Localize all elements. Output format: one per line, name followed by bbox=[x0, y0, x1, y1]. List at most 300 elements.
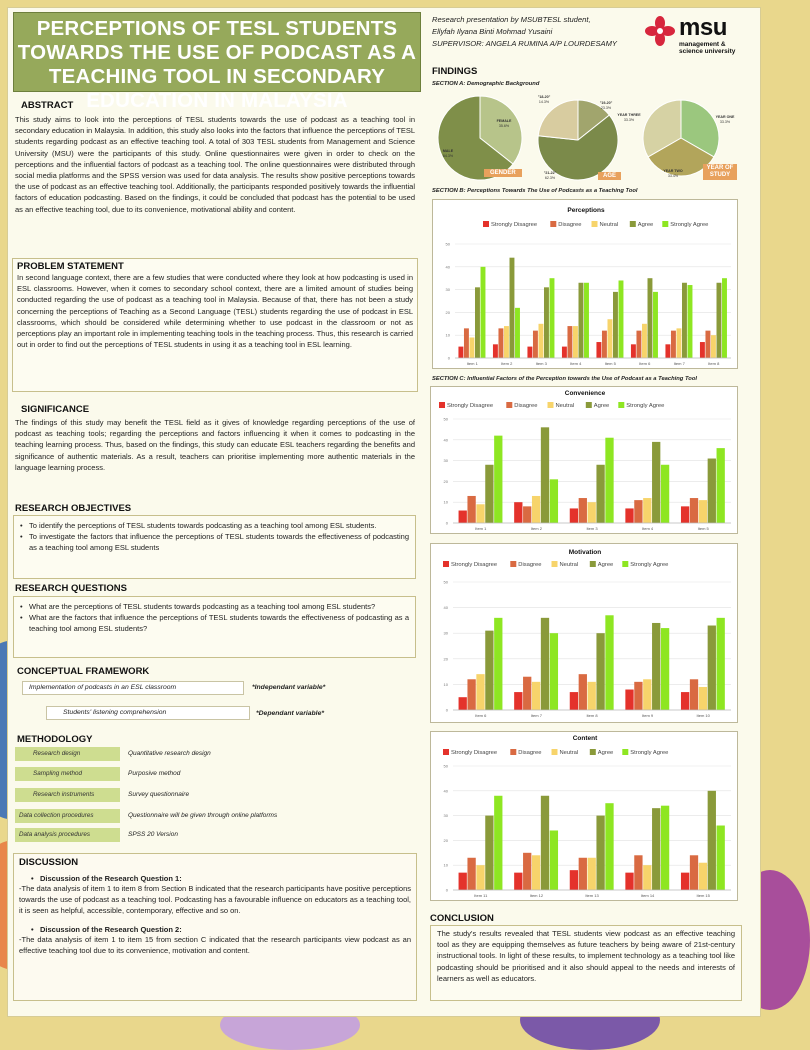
pie-slice bbox=[538, 100, 578, 140]
findings-heading: FINDINGS bbox=[432, 66, 478, 77]
legend-swatch bbox=[439, 402, 445, 408]
bar bbox=[459, 511, 467, 523]
y-tick-label: 30 bbox=[443, 458, 448, 464]
framework-independent-box: Implementation of podcasts in an ESL classroom bbox=[22, 681, 244, 695]
y-tick-label: 10 bbox=[443, 862, 448, 868]
framework-heading: CONCEPTUAL FRAMEWORK bbox=[17, 666, 150, 677]
bar bbox=[643, 865, 651, 890]
section-b-label: SECTION B: Perceptions Towards The Use of Podcasts as a Teaching Tool bbox=[432, 188, 638, 194]
legend-label: Strongly Disagree bbox=[491, 222, 538, 228]
bar bbox=[661, 628, 669, 710]
methodology-row bbox=[15, 828, 425, 842]
convenience-bar-chart bbox=[431, 387, 739, 535]
hibiscus-icon bbox=[645, 16, 675, 46]
objectives-list bbox=[20, 520, 409, 554]
y-tick-label: 50 bbox=[445, 241, 450, 247]
methodology-value: Questionnaire will be given through online platforms bbox=[128, 812, 278, 819]
bar bbox=[625, 508, 633, 523]
question-item: • What are the perceptions of TESL students towards podcasting as a teaching tool among ESL students? bbox=[20, 601, 409, 612]
legend-label: Disagree bbox=[558, 222, 582, 228]
bar bbox=[514, 873, 522, 890]
bar bbox=[567, 326, 572, 358]
x-tick-label: Item 11 bbox=[474, 893, 488, 898]
significance-heading: SIGNIFICANCE bbox=[21, 404, 90, 415]
problem-heading: PROBLEM STATEMENT bbox=[17, 261, 124, 272]
legend-swatch bbox=[586, 402, 592, 408]
bar bbox=[643, 498, 651, 523]
legend-label: Strongly Agree bbox=[630, 562, 669, 568]
bar bbox=[708, 626, 716, 710]
legend-swatch bbox=[483, 221, 489, 227]
methodology-row bbox=[15, 809, 425, 823]
logo-subtitle: management & science university bbox=[679, 41, 736, 55]
bar bbox=[481, 267, 486, 358]
content-bar-chart bbox=[431, 732, 739, 902]
bar bbox=[596, 633, 604, 710]
legend-label: Neutral bbox=[559, 750, 579, 756]
y-tick-label: 40 bbox=[443, 788, 448, 794]
legend-swatch bbox=[510, 561, 516, 567]
bar bbox=[717, 283, 722, 358]
y-tick-label: 0 bbox=[445, 707, 448, 713]
y-tick-label: 20 bbox=[443, 478, 448, 484]
methodology-value: Survey questionnaire bbox=[128, 791, 190, 798]
bar bbox=[699, 863, 707, 890]
legend-label: Strongly Agree bbox=[626, 403, 665, 409]
bar bbox=[705, 331, 710, 358]
x-tick-label: Item 5 bbox=[604, 361, 616, 366]
motivation-bar-chart bbox=[431, 544, 739, 724]
legend-swatch bbox=[590, 749, 596, 755]
legend-swatch bbox=[443, 749, 449, 755]
pie-label: "21-22" bbox=[543, 171, 557, 175]
bar bbox=[661, 465, 669, 523]
bar bbox=[605, 615, 613, 710]
bar bbox=[514, 502, 522, 523]
problem-text: In second language context, there are a few studies that were conducted where they look at how podcasting is used in ESL classrooms. However, when it comes to secondary school context, there are a limited amount of studies being conducted regarding the use of podcast as a teaching tool in Malaysia. Because of that, there has not been a study concerning the perceptions of Teaching as a Second Language (TESL) students regarding the use of podcast in ESL classrooms, which should be considered while determining whether to use podcast in the classroom or not as perceptions play an important role in implementing teaching tools in the teaching process. Thus, this research is carried out in order to find out the perceptions of TESL students in using it as a teaching tool in ESL learning. bbox=[17, 273, 413, 350]
bar bbox=[625, 690, 633, 710]
bar bbox=[514, 692, 522, 710]
legend-swatch bbox=[552, 561, 558, 567]
bar bbox=[579, 498, 587, 523]
bar bbox=[631, 344, 636, 358]
framework-independent-label: *Independant variable* bbox=[252, 684, 326, 691]
bar bbox=[523, 853, 531, 890]
methodology-tag: Data analysis procedures bbox=[15, 828, 120, 842]
pie-value-label: 33.3% bbox=[719, 120, 731, 124]
x-tick-label: Item 12 bbox=[529, 893, 544, 898]
bar bbox=[485, 465, 493, 523]
bar bbox=[607, 319, 612, 358]
pie-value-label: 23.3% bbox=[600, 106, 612, 110]
bar bbox=[717, 826, 725, 890]
bar bbox=[550, 278, 555, 358]
bar bbox=[676, 328, 681, 358]
methodology-tag: Sampling method bbox=[15, 767, 120, 781]
bar bbox=[550, 633, 558, 710]
legend-swatch bbox=[443, 561, 449, 567]
pie-label: "19-20" bbox=[599, 101, 613, 105]
legend-label: Agree bbox=[637, 222, 654, 228]
bar bbox=[464, 328, 469, 358]
bar bbox=[467, 679, 475, 710]
x-tick-label: Item 8 bbox=[708, 361, 720, 366]
legend-label: Agree bbox=[597, 562, 614, 568]
methodology-value: Purposive method bbox=[128, 770, 181, 777]
legend-label: Strongly Disagree bbox=[447, 403, 494, 409]
x-tick-label: Item 2 bbox=[501, 361, 513, 366]
legend-label: Strongly Disagree bbox=[451, 750, 498, 756]
bar bbox=[682, 283, 687, 358]
bar bbox=[467, 858, 475, 890]
questions-list bbox=[20, 601, 409, 635]
x-tick-label: Item 15 bbox=[696, 893, 710, 898]
bar bbox=[573, 326, 578, 358]
pie-value-label: 35.6% bbox=[498, 124, 510, 128]
y-tick-label: 50 bbox=[443, 416, 448, 422]
bar bbox=[493, 344, 498, 358]
bar bbox=[596, 465, 604, 523]
methodology-tag: Research design bbox=[15, 747, 120, 761]
bar bbox=[504, 326, 509, 358]
x-tick-label: Item 13 bbox=[585, 893, 599, 898]
objective-item: • To identify the perceptions of TESL students towards podcasting as a teaching tool among ESL students. bbox=[20, 520, 409, 531]
bar bbox=[588, 502, 596, 523]
bar bbox=[562, 347, 567, 358]
msu-logo bbox=[645, 14, 757, 58]
supervisor-line: SUPERVISOR: ANGELA RUMINA A/P LOURDESAMY bbox=[432, 39, 617, 48]
x-tick-label: Item 10 bbox=[696, 713, 710, 718]
legend-swatch bbox=[592, 221, 598, 227]
legend-swatch bbox=[622, 749, 628, 755]
y-tick-label: 30 bbox=[445, 287, 450, 293]
content-chart bbox=[430, 731, 738, 901]
chart-title: Perceptions bbox=[567, 207, 605, 214]
x-tick-label: Item 7 bbox=[673, 361, 685, 366]
x-tick-label: Item 8 bbox=[586, 713, 598, 718]
bar bbox=[717, 448, 725, 523]
y-tick-label: 10 bbox=[443, 499, 448, 505]
bar bbox=[544, 287, 549, 358]
legend-swatch bbox=[506, 402, 512, 408]
bar bbox=[550, 479, 558, 523]
bar bbox=[570, 692, 578, 710]
question-item: • What are the factors that influence the perceptions of TESL students towards the effectiveness of podcasting as a teaching tool among ESL students? bbox=[20, 612, 409, 634]
bar bbox=[550, 830, 558, 890]
y-tick-label: 20 bbox=[445, 309, 450, 315]
x-tick-label: Item 7 bbox=[530, 713, 542, 718]
bar bbox=[588, 858, 596, 890]
y-tick-label: 20 bbox=[443, 837, 448, 843]
age-pie-chart bbox=[530, 92, 625, 182]
bar bbox=[605, 803, 613, 890]
pie-value-label: 14.3% bbox=[538, 100, 550, 104]
bar bbox=[533, 331, 538, 358]
methodology-row bbox=[15, 747, 425, 761]
bar bbox=[459, 873, 467, 890]
legend-swatch bbox=[618, 402, 624, 408]
framework-dependent-label: *Dependant variable* bbox=[256, 710, 324, 717]
pie-value-label: 33.4% bbox=[667, 174, 679, 178]
year-tag: YEAR OF STUDY bbox=[703, 164, 737, 180]
perceptions-bar-chart bbox=[433, 200, 739, 370]
bar bbox=[708, 791, 716, 890]
significance-text: The findings of this study may benefit the TESL field as it gives of knowledge regarding perceptions of the use of podcast as teaching tools; regarding the perceptions and factors influencing it when it comes to podcasting in the teaching learning process. Thus, based on the findings, this study can educate ESL teachers regarding the benefits and significance of authentic materials. As a result, teachers can prioritise implementing more authentic materials in the language learning process. bbox=[15, 418, 415, 472]
y-tick-label: 0 bbox=[447, 355, 450, 361]
bar bbox=[643, 679, 651, 710]
y-tick-label: 40 bbox=[443, 437, 448, 443]
bar bbox=[605, 438, 613, 523]
bar bbox=[642, 324, 647, 358]
bar bbox=[648, 278, 653, 358]
year-pie-chart bbox=[617, 92, 741, 187]
legend-swatch bbox=[662, 221, 668, 227]
x-tick-label: Item 4 bbox=[570, 361, 582, 366]
poster-title: PERCEPTIONS OF TESL STUDENTS TOWARDS THE USE OF PODCAST AS A TEACHING TOOL IN SECONDARY EDUCATION IN MALAYSIA bbox=[17, 17, 417, 112]
discussion-q1-title: • Discussion of the Research Question 1: bbox=[31, 874, 411, 883]
questions-heading: RESEARCH QUESTIONS bbox=[15, 583, 127, 594]
legend-label: Disagree bbox=[518, 750, 542, 756]
abstract-heading: ABSTRACT bbox=[21, 100, 74, 111]
y-tick-label: 20 bbox=[443, 656, 448, 662]
legend-swatch bbox=[622, 561, 628, 567]
bar bbox=[602, 331, 607, 358]
bar bbox=[699, 687, 707, 710]
bar bbox=[588, 682, 596, 710]
bar bbox=[475, 287, 480, 358]
bar bbox=[634, 682, 642, 710]
x-tick-label: Item 5 bbox=[697, 526, 709, 531]
y-tick-label: 10 bbox=[443, 681, 448, 687]
bar bbox=[494, 618, 502, 710]
bar bbox=[613, 292, 618, 358]
author-name: Ellyfah Ilyana Binti Mohmad Yusaini bbox=[432, 27, 553, 36]
bar bbox=[570, 508, 578, 523]
methodology-tag: Data collection procedures bbox=[15, 809, 120, 823]
pie-label: MALE bbox=[442, 149, 454, 153]
legend-label: Neutral bbox=[555, 403, 575, 409]
bar bbox=[579, 858, 587, 890]
bar bbox=[584, 283, 589, 358]
bar bbox=[532, 496, 540, 523]
bar bbox=[538, 324, 543, 358]
y-tick-label: 0 bbox=[445, 887, 448, 893]
problem-statement-box bbox=[12, 258, 418, 392]
legend-swatch bbox=[590, 561, 596, 567]
bar bbox=[681, 506, 689, 523]
discussion-q1-text: -The data analysis of item 1 to item 8 from Section B indicated that the research participants have positive perceptions towards the use of podcast as a teaching tool. Podcasting has a favourable influence on educators as a teaching tool, it is seen as helpful, accessible, contemporary, effective and so on. bbox=[19, 884, 411, 916]
pie-value-label: 62.3% bbox=[544, 176, 556, 180]
bar bbox=[634, 500, 642, 523]
gender-pie-chart bbox=[432, 92, 532, 182]
bar bbox=[717, 618, 725, 710]
chart-title: Convenience bbox=[564, 390, 606, 397]
bar bbox=[476, 865, 484, 890]
bar bbox=[653, 292, 658, 358]
presenter-line: Research presentation by MSUBTESL student, bbox=[432, 15, 591, 24]
methodology-heading: METHODOLOGY bbox=[17, 734, 93, 745]
legend-label: Neutral bbox=[559, 562, 579, 568]
conclusion-heading: CONCLUSION bbox=[430, 913, 494, 924]
bar bbox=[469, 337, 474, 358]
methodology-row bbox=[15, 788, 425, 802]
legend-swatch bbox=[510, 749, 516, 755]
bar bbox=[498, 328, 503, 358]
bar bbox=[476, 504, 484, 523]
bar bbox=[476, 674, 484, 710]
bar bbox=[634, 855, 642, 890]
bar bbox=[515, 308, 520, 358]
conclusion-text: The study's results revealed that TESL students view podcast as an effective teaching tool as they are equipping themselves as future teachers by being aware of 21st-century instructional tools. In light of these results, to implement technology as a teaching tool like podcasting should be prioritised and it also should appeal to the needs and interests of learners as well as educators. bbox=[437, 929, 735, 983]
bar bbox=[485, 631, 493, 710]
x-tick-label: Item 14 bbox=[640, 893, 655, 898]
pie-label: FEMALE bbox=[496, 119, 512, 123]
x-tick-label: Item 4 bbox=[642, 526, 654, 531]
methodology-value: Quantitative research design bbox=[128, 750, 211, 757]
section-a-label: SECTION A: Demographic Background bbox=[432, 81, 540, 87]
age-tag: AGE bbox=[598, 172, 621, 180]
pie-label: "18-20" bbox=[537, 95, 551, 99]
x-tick-label: Item 1 bbox=[475, 526, 487, 531]
bar bbox=[690, 679, 698, 710]
bar bbox=[541, 427, 549, 523]
bar bbox=[570, 870, 578, 890]
bar bbox=[494, 796, 502, 890]
bar bbox=[467, 496, 475, 523]
bar bbox=[619, 280, 624, 358]
legend-swatch bbox=[630, 221, 636, 227]
x-tick-label: Item 6 bbox=[475, 713, 487, 718]
abstract-text: This study aims to look into the perceptions of TESL students towards the use of podcast as a teaching tool in secondary education in Malaysia. In addition, this study also looks into the factors that influence the perceptions of TESL students regarding podcast as an effective teaching tool. A total of 303 TESL students from Management and Science University (MSU) were the participants of this study. Online questionnaires were given in order to check on the perceptions and the influential factors of podcast as a teaching tool. The online questionnaires were distributed through social media platforms and the SPSS version was used for data analysis. The results show positive perceptions towards the use of podcast as an effective teaching tool. Additionally, the participants responded positively towards the influential factors of education podcasting. Based on the findings, it could be concluded that podcast has the potential to be used as an effective teaching tool, due to its convenience, motivational ability and content. bbox=[15, 115, 415, 214]
discussion-heading: DISCUSSION bbox=[19, 857, 79, 868]
author-info bbox=[432, 14, 617, 50]
bar bbox=[459, 697, 467, 710]
bar bbox=[699, 500, 707, 523]
legend-label: Disagree bbox=[518, 562, 542, 568]
bar bbox=[661, 806, 669, 890]
bar bbox=[596, 342, 601, 358]
pie-value-label: 33.3% bbox=[623, 118, 635, 122]
x-tick-label: Item 1 bbox=[466, 361, 478, 366]
pie-label: YEAR TWO bbox=[663, 169, 683, 173]
bar bbox=[700, 342, 705, 358]
abstract-section bbox=[15, 100, 415, 215]
bar bbox=[596, 816, 604, 890]
bar bbox=[541, 796, 549, 890]
y-tick-label: 50 bbox=[443, 763, 448, 769]
y-tick-label: 40 bbox=[445, 264, 450, 270]
bar bbox=[532, 682, 540, 710]
discussion-q2-title: • Discussion of the Research Question 2: bbox=[31, 925, 411, 934]
bar bbox=[625, 873, 633, 890]
section-c-label: SECTION C: Influential Factors of the Perception towards the Use of Podcast as a Teaching Tool bbox=[432, 376, 697, 382]
x-tick-label: Item 3 bbox=[586, 526, 598, 531]
y-tick-label: 0 bbox=[445, 520, 448, 526]
y-tick-label: 10 bbox=[445, 332, 450, 338]
bar bbox=[652, 442, 660, 523]
pie-value-label: 64.3% bbox=[442, 154, 454, 158]
x-tick-label: Item 6 bbox=[639, 361, 651, 366]
bar bbox=[690, 855, 698, 890]
y-tick-label: 50 bbox=[443, 579, 448, 585]
methodology-value: SPSS 20 Version bbox=[128, 831, 178, 838]
legend-swatch bbox=[552, 749, 558, 755]
legend-label: Agree bbox=[593, 403, 610, 409]
conclusion-box bbox=[430, 925, 742, 1001]
legend-label: Neutral bbox=[599, 222, 619, 228]
y-tick-label: 40 bbox=[443, 605, 448, 611]
methodology-row bbox=[15, 767, 425, 781]
legend-swatch bbox=[550, 221, 556, 227]
x-tick-label: Item 9 bbox=[642, 713, 654, 718]
bar bbox=[523, 506, 531, 523]
legend-swatch bbox=[548, 402, 554, 408]
bar bbox=[510, 258, 515, 358]
bar bbox=[541, 618, 549, 710]
chart-title: Motivation bbox=[568, 549, 602, 556]
objectives-heading: RESEARCH OBJECTIVES bbox=[15, 503, 132, 514]
bar bbox=[485, 816, 493, 890]
questions-box bbox=[13, 596, 416, 658]
bar bbox=[722, 278, 727, 358]
legend-label: Strongly Agree bbox=[630, 750, 669, 756]
y-tick-label: 30 bbox=[443, 630, 448, 636]
bar bbox=[681, 873, 689, 890]
bar bbox=[671, 331, 676, 358]
bar bbox=[532, 855, 540, 890]
objectives-box bbox=[13, 515, 416, 579]
bar bbox=[458, 347, 463, 358]
bar bbox=[527, 347, 532, 358]
bar bbox=[711, 335, 716, 358]
legend-label: Disagree bbox=[514, 403, 538, 409]
bar bbox=[494, 436, 502, 523]
significance-section bbox=[15, 404, 415, 473]
gender-tag: GENDER bbox=[484, 169, 522, 177]
objective-item: • To investigate the factors that influence the perceptions of TESL students towards the effectiveness of podcasting as a teaching tool among ESL students bbox=[20, 531, 409, 553]
logo-wordmark: msu bbox=[679, 14, 727, 41]
bar bbox=[688, 285, 693, 358]
framework-dependent-box: Students' listening comprehension bbox=[46, 706, 250, 720]
bar bbox=[652, 808, 660, 890]
motivation-chart bbox=[430, 543, 738, 723]
x-tick-label: Item 2 bbox=[530, 526, 542, 531]
bar bbox=[708, 459, 716, 523]
chart-title: Content bbox=[572, 735, 598, 742]
y-tick-label: 30 bbox=[443, 813, 448, 819]
legend-label: Strongly Agree bbox=[670, 222, 709, 228]
bar bbox=[681, 692, 689, 710]
legend-label: Agree bbox=[597, 750, 614, 756]
x-tick-label: Item 3 bbox=[535, 361, 547, 366]
bar bbox=[579, 674, 587, 710]
discussion-q2-text: -The data analysis of item 1 to item 15 from section C indicated that the research participants view podcast as an effective teaching tool due to its convenience, motivation and content. bbox=[19, 934, 411, 955]
pie-label: YEAR ONE bbox=[715, 115, 735, 119]
discussion-box bbox=[13, 853, 417, 1001]
bar bbox=[636, 331, 641, 358]
bar bbox=[523, 677, 531, 710]
bar bbox=[579, 283, 584, 358]
legend-label: Strongly Disagree bbox=[451, 562, 498, 568]
convenience-chart bbox=[430, 386, 738, 534]
pie-label: YEAR THREE bbox=[617, 113, 641, 117]
perceptions-chart bbox=[432, 199, 738, 369]
bar bbox=[690, 498, 698, 523]
bar bbox=[665, 344, 670, 358]
bar bbox=[652, 623, 660, 710]
age-pie bbox=[530, 92, 625, 182]
methodology-tag: Research instruments bbox=[15, 788, 120, 802]
